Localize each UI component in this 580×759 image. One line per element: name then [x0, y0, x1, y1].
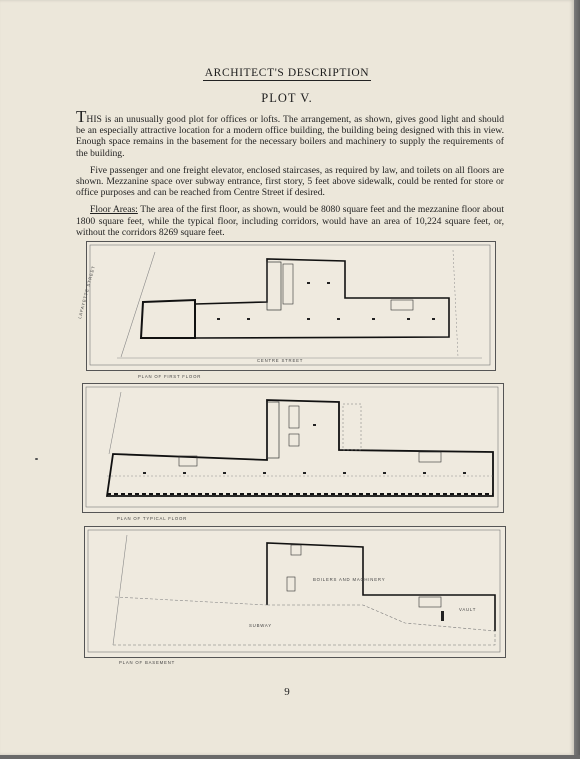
- paragraph-1: [76, 107, 504, 159]
- street-label-left: LAFAYETTE STREET: [77, 264, 97, 320]
- paragraph-1-text: HIS is an unusually good plot for offices or lofts. The arrangement, as shown, gives good light and should be an especially attractive location for a modern office building, the building being designed with this in view. Enough space remains in the basement for the necessary boilers and machinery to supply the requirements of the building.: [76, 114, 504, 159]
- typical-floor-caption: PLAN OF TYPICAL FLOOR: [117, 516, 188, 521]
- page-edge-bottom: [0, 755, 580, 759]
- description-text: [76, 107, 504, 244]
- heading-text: ARCHITECT'S DESCRIPTION: [204, 67, 370, 79]
- typical-floor-plan: [82, 383, 504, 513]
- basement-drawing: [85, 527, 505, 657]
- floor-areas-label: Floor Areas:: [90, 204, 138, 216]
- basement-plan: [84, 526, 506, 658]
- vault-label: VAULT: [459, 607, 477, 612]
- drop-cap: T: [76, 107, 87, 126]
- plot-title: PLOT V.: [261, 91, 313, 105]
- first-floor-plan: [77, 241, 496, 371]
- paragraph-2: Five passenger and one freight elevator, enclosed staircases, as required by law, and toilets on all floors are shown. Mezzanine space over subway entrance, first story, 5 feet above sidewalk, could be rented for store or office purposes and can be reached from Centre Street if desired.: [76, 164, 504, 199]
- page-number: 9: [284, 686, 290, 698]
- page-heading: [0, 67, 574, 81]
- page-edge-right: [574, 0, 580, 759]
- paper-speck: [35, 458, 38, 460]
- paragraph-3: [76, 204, 504, 238]
- boilers-label: BOILERS AND MACHINERY: [313, 577, 386, 582]
- basement-caption: PLAN OF BASEMENT: [119, 660, 176, 665]
- subway-label: SUBWAY: [249, 623, 272, 628]
- first-floor-drawing: [87, 242, 495, 370]
- typical-floor-drawing: [83, 384, 503, 512]
- street-label-bottom: CENTRE STREET: [257, 358, 304, 363]
- paragraph-3-text: The area of the first floor, as shown, would be 8080 square feet and the mezzanine floor about 1800 square feet, while the typical floor, including corridors, would have an area of 10,224 square feet, or, without the corridors 8269 square feet.: [76, 204, 504, 238]
- first-floor-caption: PLAN OF FIRST FLOOR: [138, 374, 202, 379]
